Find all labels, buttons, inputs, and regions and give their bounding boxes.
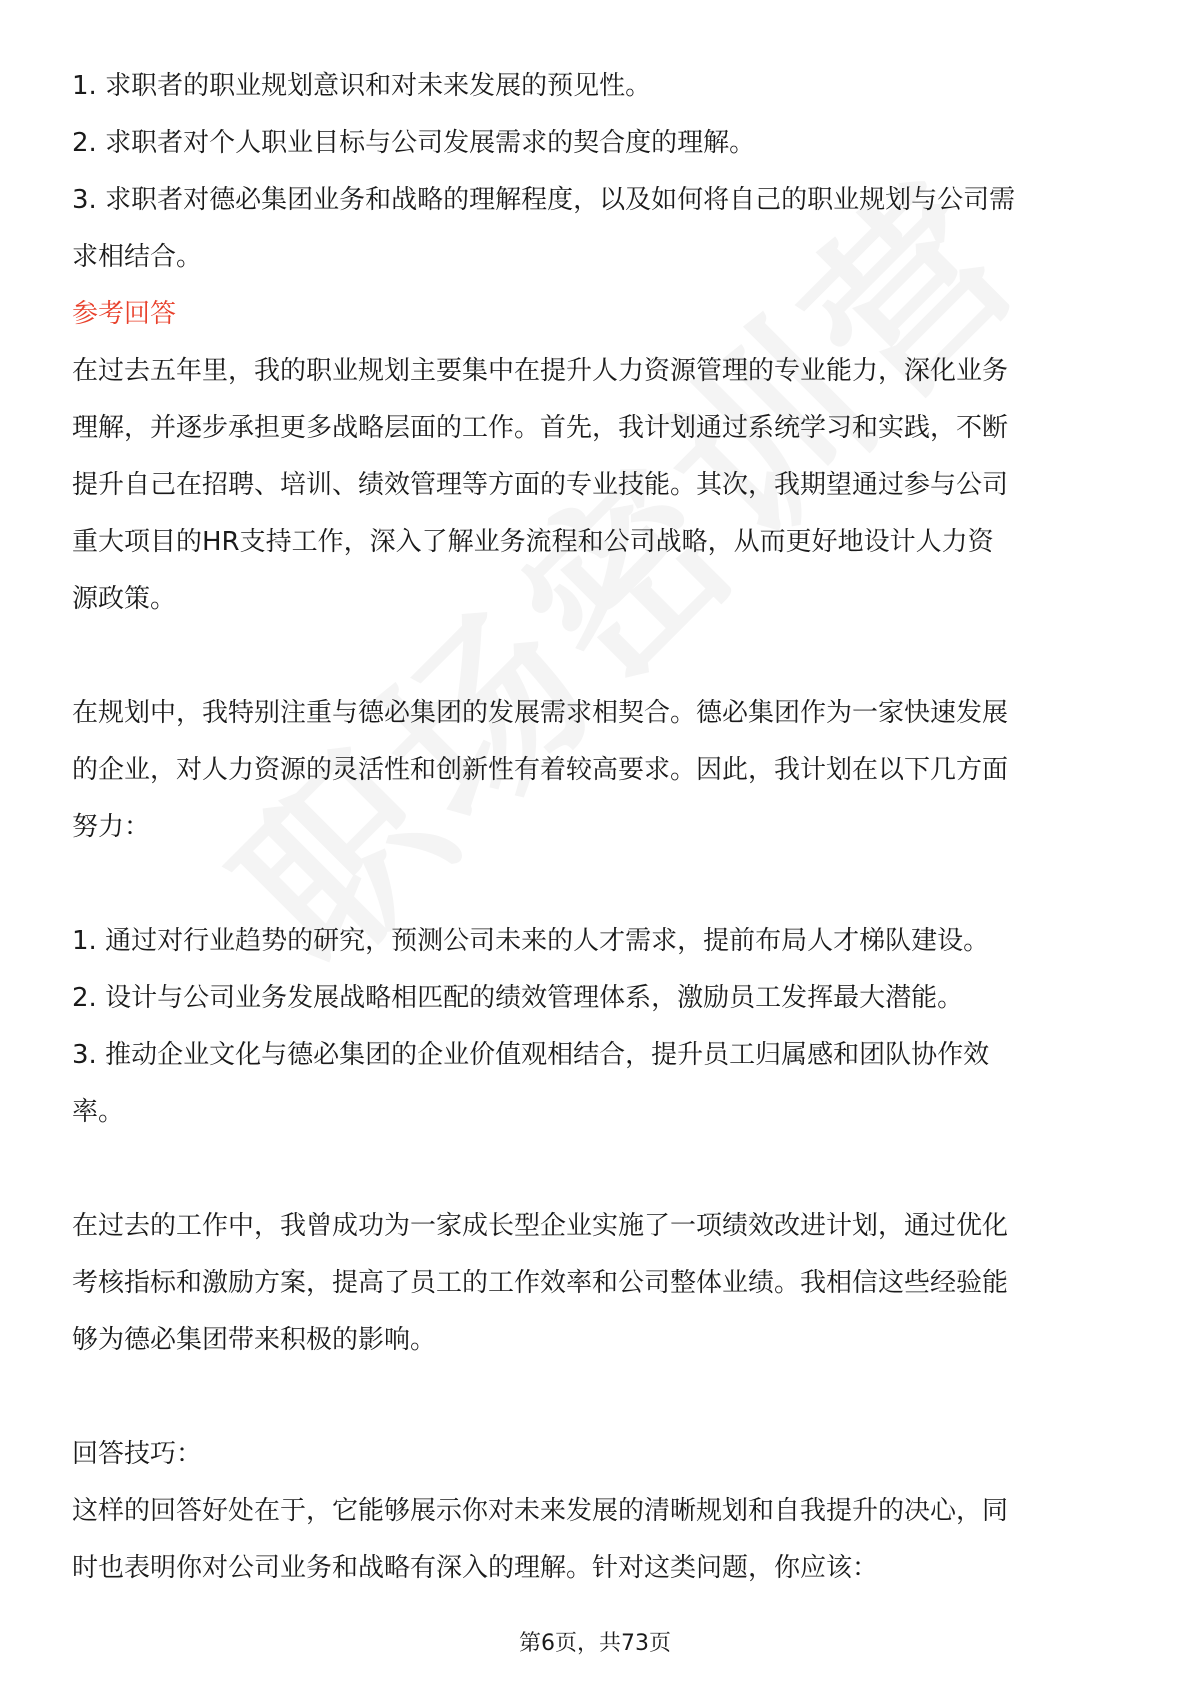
paragraph-line: 理解，并逐步承担更多战略层面的工作。首先，我计划通过系统学习和实践，不断	[72, 413, 1009, 443]
spacer	[72, 1141, 1118, 1198]
answer-paragraph-3	[72, 1198, 1118, 1369]
criteria-list	[72, 58, 1118, 286]
paragraph-line: 的企业，对人力资源的灵活性和创新性有着较高要求。因此，我计划在以下几方面	[72, 755, 1009, 785]
paragraph-line: 考核指标和激励方案，提高了员工的工作效率和公司整体业绩。我相信这些经验能	[72, 1268, 1009, 1298]
list-item: 2. 求职者对个人职业目标与公司发展需求的契合度的理解。	[72, 128, 756, 158]
paragraph-line: 在规划中，我特别注重与德必集团的发展需求相契合。德必集团作为一家快速发展	[72, 698, 1009, 728]
paragraph-line: 够为德必集团带来积极的影响。	[72, 1325, 437, 1355]
list-item: 2. 设计与公司业务发展战略相匹配的绩效管理体系，激励员工发挥最大潜能。	[72, 983, 964, 1013]
paragraph-line: 源政策。	[72, 584, 177, 614]
tips-paragraph	[72, 1483, 1118, 1597]
list-item: 1. 求职者的职业规划意识和对未来发展的预见性。	[72, 71, 652, 101]
paragraph-line: 时也表明你对公司业务和战略有深入的理解。针对这类问题，你应该：	[72, 1553, 879, 1583]
tips-label: 回答技巧：	[72, 1439, 203, 1469]
spacer	[72, 856, 1118, 913]
spacer	[72, 1369, 1118, 1426]
page-content	[72, 58, 1118, 1597]
list-item-continuation: 求相结合。	[72, 242, 203, 272]
answer-paragraph-1	[72, 343, 1118, 628]
spacer	[72, 628, 1118, 685]
paragraph-line: 努力：	[72, 812, 151, 842]
answer-paragraph-2	[72, 685, 1118, 856]
paragraph-line: 提升自己在招聘、培训、绩效管理等方面的专业技能。其次，我期望通过参与公司	[72, 470, 1009, 500]
page-number: 第6页，共73页	[519, 1631, 671, 1656]
paragraph-line: 在过去五年里，我的职业规划主要集中在提升人力资源管理的专业能力，深化业务	[72, 356, 1009, 386]
paragraph-line: 这样的回答好处在于，它能够展示你对未来发展的清晰规划和自我提升的决心，同	[72, 1496, 1009, 1526]
list-item: 1. 通过对行业趋势的研究，预测公司未来的人才需求，提前布局人才梯队建设。	[72, 926, 990, 956]
list-item-continuation: 率。	[72, 1097, 125, 1127]
paragraph-line: 在过去的工作中，我曾成功为一家成长型企业实施了一项绩效改进计划，通过优化	[72, 1211, 1009, 1241]
paragraph-line: 重大项目的HR支持工作，深入了解业务流程和公司战略，从而更好地设计人力资	[72, 527, 994, 557]
plan-list	[72, 913, 1118, 1141]
section-heading: 参考回答	[72, 299, 177, 329]
list-item: 3. 推动企业文化与德必集团的企业价值观相结合，提升员工归属感和团队协作效	[72, 1040, 990, 1070]
list-item: 3. 求职者对德必集团业务和战略的理解程度，以及如何将自己的职业规划与公司需	[72, 185, 1016, 215]
